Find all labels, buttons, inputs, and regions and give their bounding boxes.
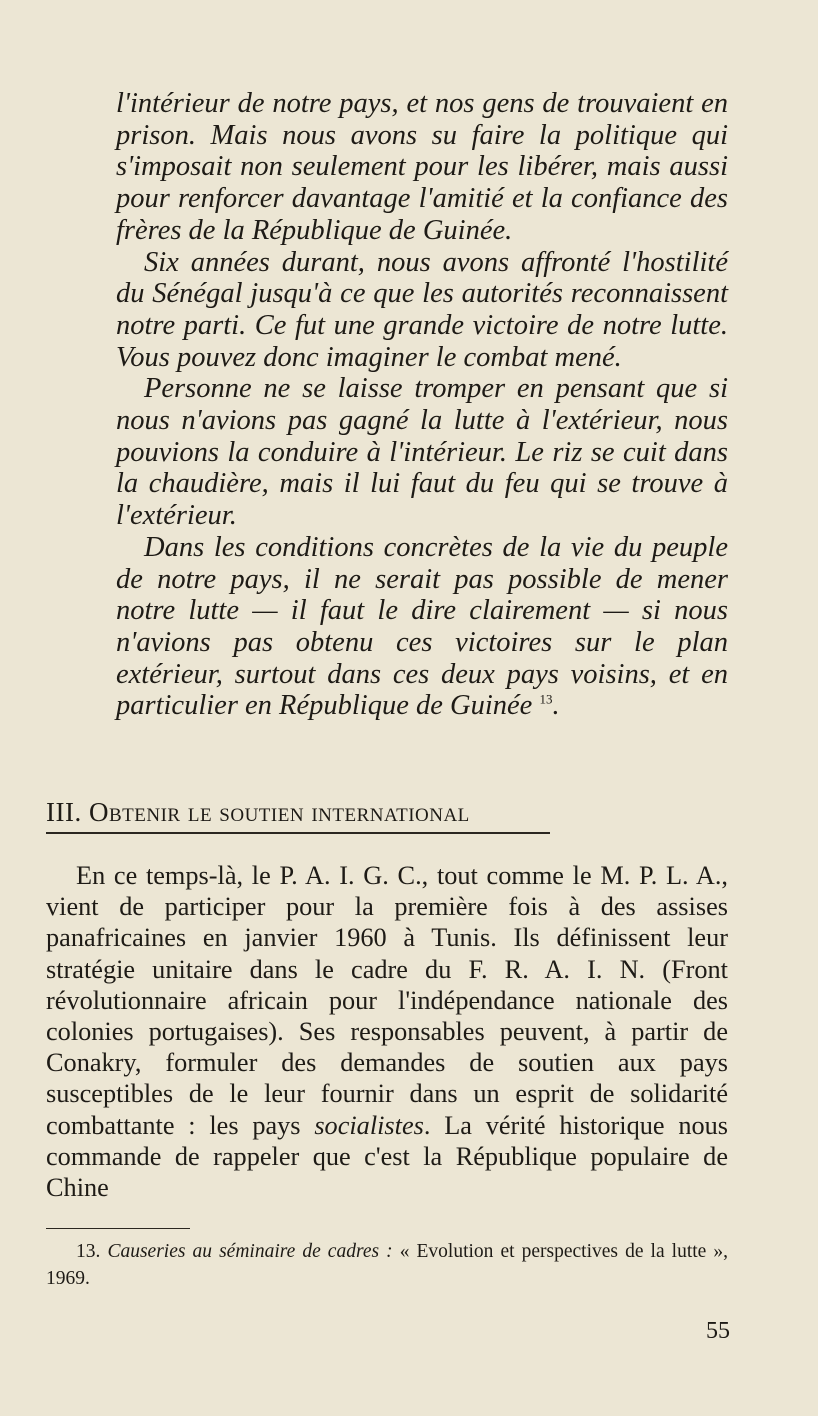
page-number: 55 [706,1318,730,1344]
section-number: III. [46,797,82,827]
section-title: Obtenir le soutien international [88,797,470,827]
quote-paragraph-end: . [552,690,560,722]
footnote-number: 13. [76,1241,101,1262]
footnote-title: Causeries au séminaire de cadres : [107,1241,393,1262]
body-italic-word: socialistes [314,1110,424,1140]
quote-paragraph: Six années durant, nous avons affronté l'hostilité du Sénégal jusqu'à ce que les autorités reconnaissent notre parti. Ce fut une grande victoire de notre lutte. Vous pouvez donc imaginer le combat mené. [116,246,728,373]
footnote-text: « Evolution et perspectives de la lutte », 1969. [46,1241,729,1289]
body-text-start: En ce temps-là, le P. A. I. G. C., tout comme le M. P. L. A., vient de participer pour la première fois à des assises panafricaines en janvier 1960 à Tunis. Ils définissent leur stratégie unitaire dans le cadre du F. R. A. I. N. (Front révolutionnaire africain pour l'indépendance nationale des colonies portugaises). Ses responsables peuvent, à partir de Conakry, formuler des demandes de soutien aux pays susceptibles de le leur fournir dans un esprit de solidarité combattante : les pays [46,861,728,1140]
quote-paragraph: l'intérieur de notre pays, et nos gens de trouvaient en prison. Mais nous avons su faire la politique qui s'imposait non seulement pour les libérer, mais aussi pour renforcer davantage l'amitié et la confiance des frères de la République de Guinée. [116,88,728,246]
quote-paragraph-text: Dans les conditions concrètes de la vie du peuple de notre pays, il ne serait pas possible de mener notre lutte — il faut le dire clairement — si nous n'avions pas obtenu ces victoires sur le plan extérieur, surtout dans ces deux pays voisins, et en particulier en République de Guinée [116,531,728,722]
footnote [46,1238,728,1292]
quote-paragraph: Personne ne se laisse tromper en pensant que si nous n'avions pas gagné la lutte à l'extérieur, nous pouvions la conduire à l'intérieur. Le riz se cuit dans la chaudière, mais il lui faut du feu qui se trouve à l'extérieur. [116,373,728,532]
section-heading [46,797,470,828]
body-text-end: . La vérité historique nous commande de rappeler que c'est la République populaire de Chine [46,1110,728,1203]
footnote-divider [46,1228,190,1229]
body-paragraph [46,860,728,1203]
quoted-passage [116,88,728,722]
heading-underline [46,832,550,834]
quote-paragraph-last [116,532,728,722]
footnote-marker: 13 [539,691,553,707]
